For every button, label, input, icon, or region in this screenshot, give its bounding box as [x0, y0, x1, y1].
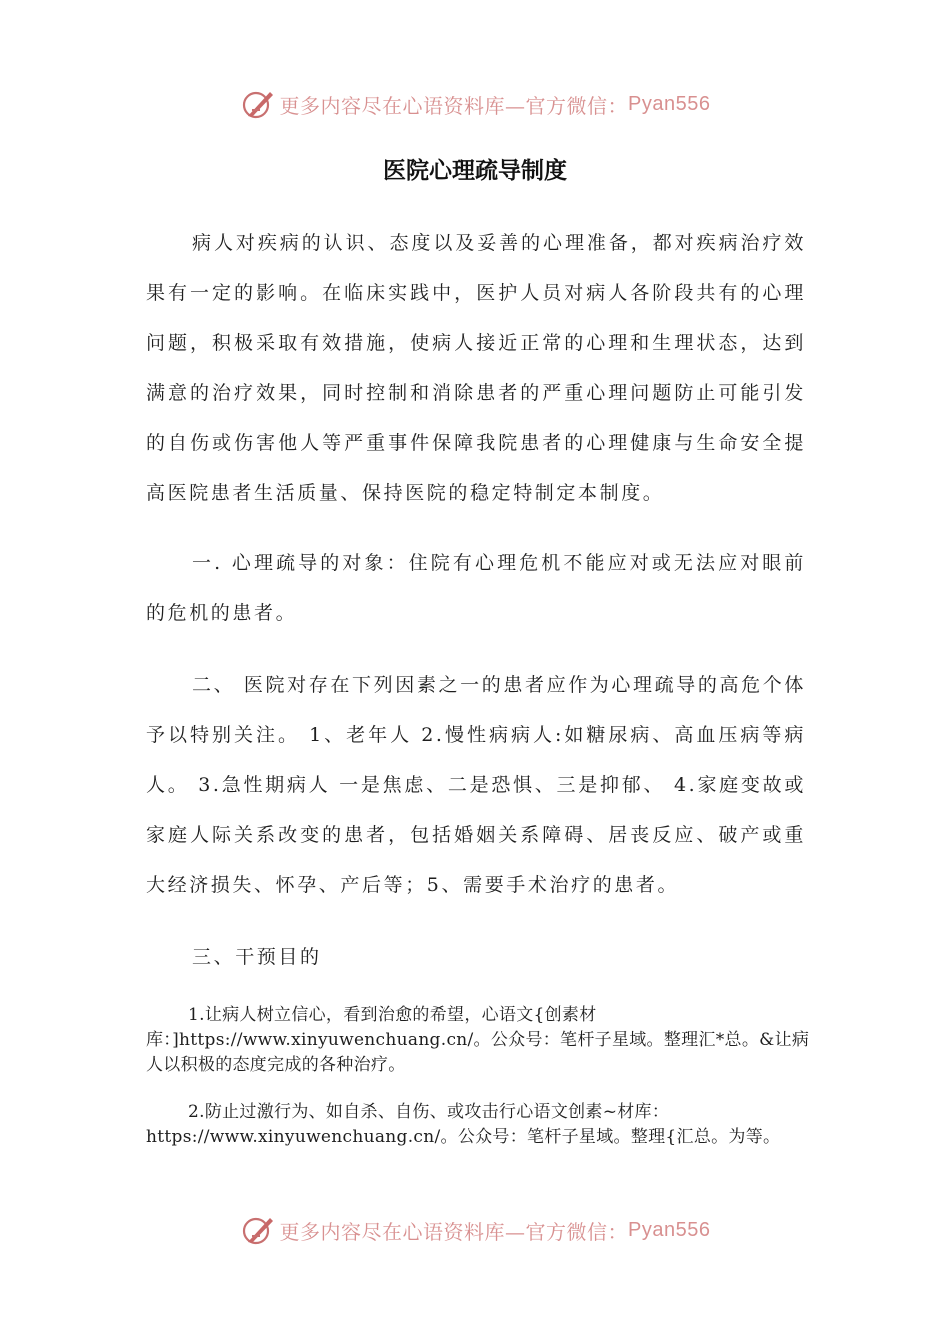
banner-wechat-id: Pyan556: [628, 92, 711, 115]
section-2-paragraph: 二、 医院对存在下列因素之一的患者应作为心理疏导的高危个体予以特别关注。 1、老年人 2.慢性病病人:如糖尿病、高血压病等病人。 3.急性期病人 一是焦虑、二是恐惧、三是抑郁、 4.家庭变故或家庭人际关系改变的患者，包括婚姻关系障碍、居丧反应、破产或重大经济损失、怀孕、产后等；5、需要手术治疗的患者。: [146, 674, 806, 896]
banner-text: 更多内容尽在心语资料库—官方微信：: [279, 1219, 629, 1244]
purpose-item-1: 1.让病人树立信心，看到治愈的希望，心语文{创素材库：]https://www.xinyuwenchuang.cn/。公众号：笔杆子星域。整理汇*总。&让病人以积极的态度完成的各种治疗。: [146, 1005, 810, 1075]
header-banner: [0, 84, 950, 124]
quill-logo-icon: [240, 1212, 276, 1248]
purpose-item-2: 2.防止过激行为、如自杀、自伤、或攻击行心语文创素~材库：https://www.xinyuwenchuang.cn/。公众号：笔杆子星域。整理{汇总。为等。: [146, 1102, 781, 1147]
section-3-heading: 三、干预目的: [192, 946, 322, 968]
quill-logo-icon: [240, 86, 276, 122]
footer-banner: [0, 1210, 950, 1250]
section-1-paragraph: 一. 心理疏导的对象：住院有心理危机不能应对或无法应对眼前的危机的患者。: [146, 552, 806, 624]
banner-wechat-id: Pyan556: [628, 1218, 711, 1241]
document-title: 医院心理疏导制度: [383, 158, 567, 184]
intro-paragraph: 病人对疾病的认识、态度以及妥善的心理准备，都对疾病治疗效果有一定的影响。在临床实践中，医护人员对病人各阶段共有的心理问题，积极采取有效措施，使病人接近正常的心理和生理状态，达到满意的治疗效果，同时控制和消除患者的严重心理问题防止可能引发的自伤或伤害他人等严重事件保障我院患者的心理健康与生命安全提高医院患者生活质量、保持医院的稳定特制定本制度。: [146, 232, 806, 504]
banner-text: 更多内容尽在心语资料库—官方微信：: [279, 93, 629, 118]
